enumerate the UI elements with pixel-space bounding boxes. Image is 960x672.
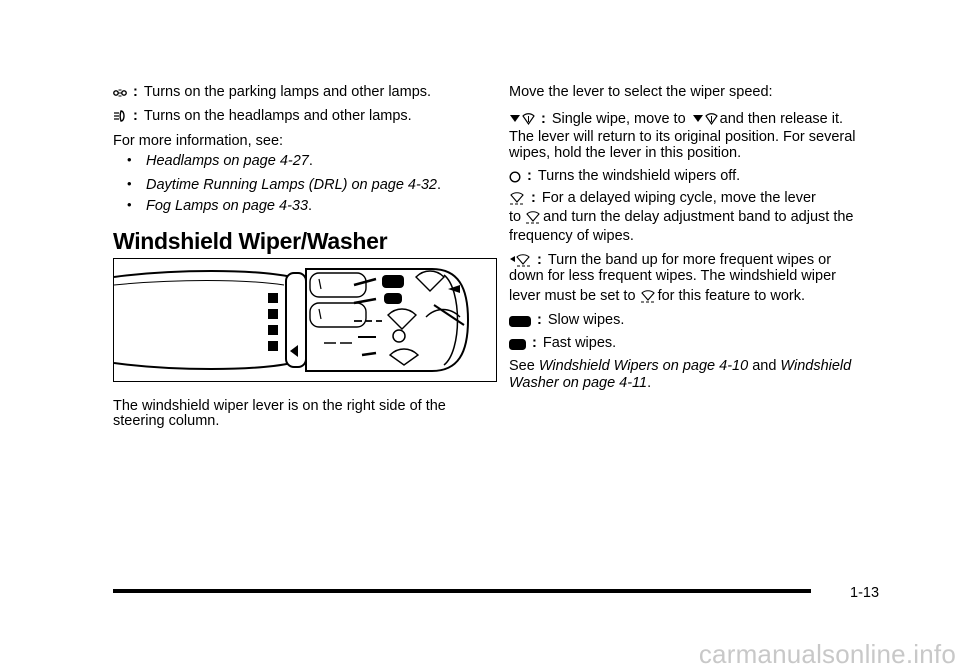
reference-link[interactable]: Windshield <box>780 358 852 374</box>
reference-link[interactable]: Fog Lamps on page 4-33. <box>146 198 313 214</box>
watermark: carmanualsonline.info <box>698 639 956 669</box>
mist-text: wipes, hold the lever in this position. <box>509 145 742 161</box>
delay-wipe-icon <box>525 210 541 229</box>
reference-link[interactable]: Windshield Wipers on page 4-10 <box>538 358 749 374</box>
delay-wipe-icon <box>509 191 525 210</box>
reference-item: • Headlamps on page 4-27. <box>127 152 313 169</box>
band-text: lever must be set to for this feature to work. <box>509 288 805 308</box>
band-line: : Turn the band up for more frequent wipes or <box>509 252 831 272</box>
caption-line: The windshield wiper lever is on the right side of the <box>113 398 446 414</box>
wiper-intro: Move the lever to select the wiper speed: <box>509 84 773 100</box>
reference-link[interactable]: Headlamps on page 4-27. <box>146 153 313 169</box>
reference-link[interactable]: Daytime Running Lamps (DRL) on page 4-32. <box>146 177 441 193</box>
fast-line: : Fast wipes. <box>509 335 616 355</box>
slow-wipe-icon <box>509 315 531 332</box>
headlamps-icon <box>113 109 127 128</box>
fast-wipe-icon <box>509 338 526 355</box>
delay-text: to and turn the delay adjustment band to adjust the <box>509 209 853 229</box>
see-also-text: Washer on page 4-11. <box>509 375 652 391</box>
mist-line: : Single wipe, move to and then release it. <box>509 111 843 131</box>
caption-line: steering column. <box>113 413 220 429</box>
mist-text: The lever will return to its original position. For several <box>509 129 856 145</box>
parking-lamps-icon <box>113 87 127 104</box>
more-info-text: For more information, see: <box>113 133 284 149</box>
delay-text: frequency of wipes. <box>509 228 634 244</box>
page-number: 1-13 <box>850 585 880 601</box>
band-text: down for less frequent wipes. The windshield wiper <box>509 268 836 284</box>
reference-item: • Fog Lamps on page 4-33. <box>127 197 313 214</box>
delay-wipe-icon <box>640 289 656 308</box>
off-line: : Turns the windshield wipers off. <box>509 168 740 188</box>
headlamps-line: : Turns on the headlamps and other lamps. <box>113 108 412 128</box>
wiper-lever-illustration <box>113 258 497 382</box>
slow-line: : Slow wipes. <box>509 312 624 332</box>
reference-item: • Daytime Running Lamps (DRL) on page 4-32. <box>127 176 441 193</box>
wiper-off-icon <box>509 171 521 188</box>
delay-line: : For a delayed wiping cycle, move the lever <box>509 190 816 210</box>
see-also-text: See Windshield Wipers on page 4-10 and Windshield <box>509 358 852 374</box>
reference-link[interactable]: Washer on page 4-11 <box>509 375 648 391</box>
section-heading: Windshield Wiper/Washer <box>113 228 388 254</box>
parking-lamps-line: : Turns on the parking lamps and other lamps. <box>113 84 431 104</box>
footer-rule <box>113 589 811 593</box>
